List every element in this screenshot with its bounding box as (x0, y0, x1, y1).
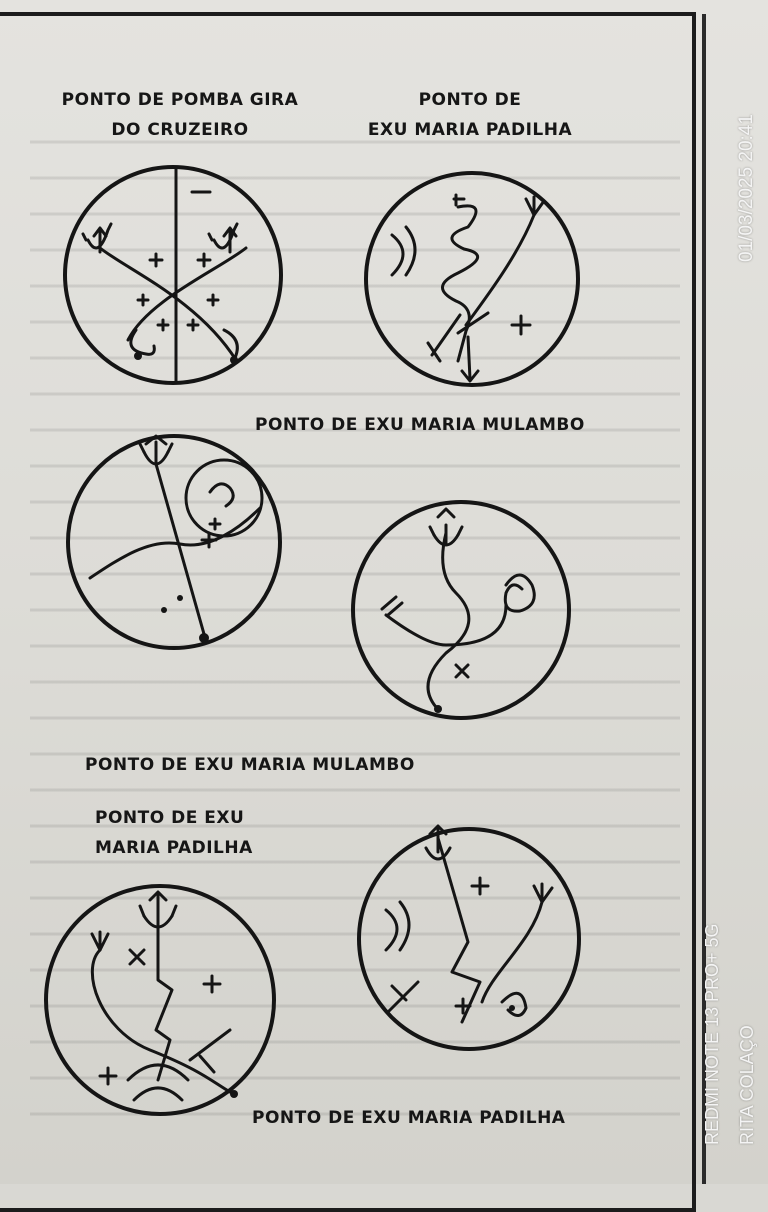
label-mulambo-left: PONTO DE EXU MARIA MULAMBO (85, 755, 415, 775)
label-line: EXU MARIA PADILHA (367, 120, 573, 140)
sigil-padilha-left (40, 880, 280, 1120)
label-line: DO CRUZEIRO (111, 120, 249, 140)
label-padilha-left (95, 803, 253, 863)
label-padilha-bottom: PONTO DE EXU MARIA PADILHA (252, 1108, 566, 1128)
label-pomba-gira-cruzeiro (40, 85, 320, 145)
label-mulambo-right: PONTO DE EXU MARIA MULAMBO (255, 415, 585, 435)
label-line: PONTO DE POMBA GIRA (61, 90, 299, 110)
watermark-device: REDMI NOTE 13 PRO+ 5G (702, 923, 722, 1145)
sigil-padilha-bottom-right (352, 822, 586, 1056)
sigil-pomba-gira-cruzeiro (58, 160, 288, 390)
sigil-mulambo-right (346, 495, 576, 725)
watermark-datetime: 01/03/2025 20:41 (736, 114, 757, 262)
sigil-padilha-top (358, 165, 586, 393)
label-padilha-top (340, 85, 600, 145)
watermark-author: RITA COLAÇO (737, 1025, 757, 1145)
label-line: PONTO DE EXU (95, 808, 245, 828)
label-line: PONTO DE (418, 90, 522, 110)
sigil-mulambo-left (60, 428, 288, 656)
label-line: MARIA PADILHA (95, 838, 253, 858)
